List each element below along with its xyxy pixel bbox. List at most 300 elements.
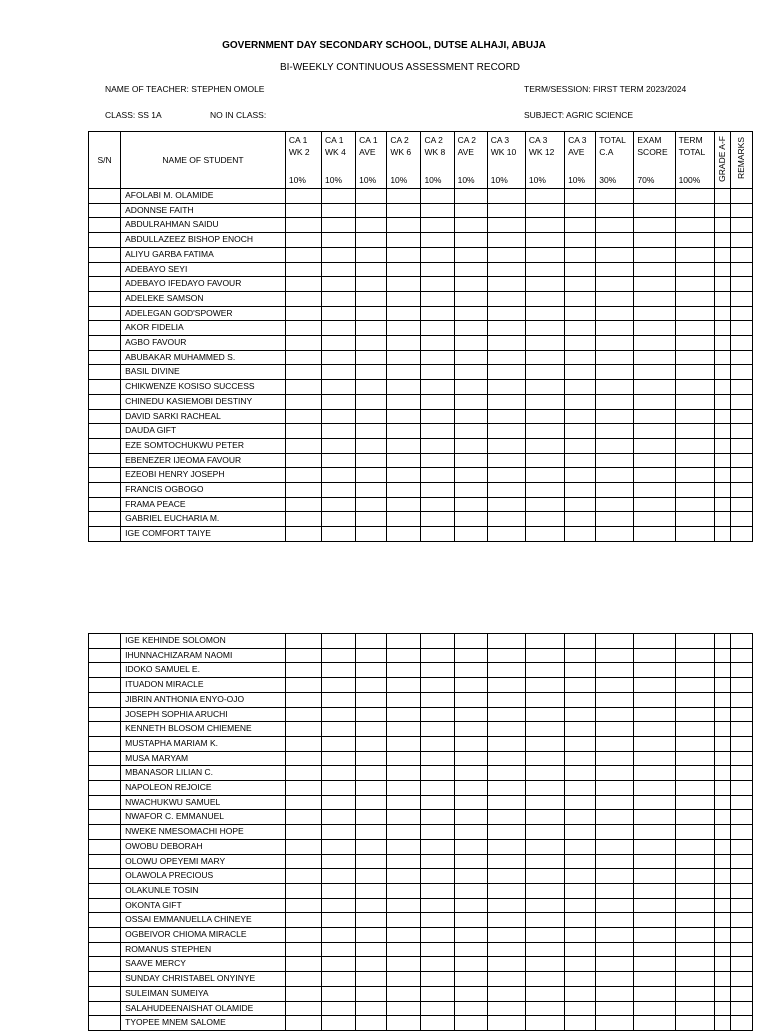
score-cell[interactable] bbox=[454, 869, 487, 884]
score-cell[interactable] bbox=[421, 663, 454, 678]
score-cell[interactable] bbox=[285, 883, 321, 898]
score-cell[interactable] bbox=[714, 663, 730, 678]
score-cell[interactable] bbox=[387, 336, 421, 351]
score-cell[interactable] bbox=[714, 751, 730, 766]
score-cell[interactable] bbox=[525, 497, 564, 512]
score-cell[interactable] bbox=[596, 766, 634, 781]
score-cell[interactable] bbox=[596, 233, 634, 248]
score-cell[interactable] bbox=[387, 350, 421, 365]
score-cell[interactable] bbox=[596, 751, 634, 766]
score-cell[interactable] bbox=[596, 483, 634, 498]
score-cell[interactable] bbox=[730, 189, 752, 204]
score-cell[interactable] bbox=[487, 766, 525, 781]
score-cell[interactable] bbox=[285, 277, 321, 292]
score-cell[interactable] bbox=[322, 957, 356, 972]
score-cell[interactable] bbox=[322, 751, 356, 766]
score-cell[interactable] bbox=[714, 634, 730, 649]
score-cell[interactable] bbox=[714, 189, 730, 204]
score-cell[interactable] bbox=[285, 483, 321, 498]
score-cell[interactable] bbox=[730, 692, 752, 707]
score-cell[interactable] bbox=[387, 409, 421, 424]
score-cell[interactable] bbox=[634, 365, 675, 380]
score-cell[interactable] bbox=[675, 648, 714, 663]
score-cell[interactable] bbox=[565, 766, 596, 781]
score-cell[interactable] bbox=[356, 277, 387, 292]
score-cell[interactable] bbox=[596, 438, 634, 453]
score-cell[interactable] bbox=[454, 277, 487, 292]
score-cell[interactable] bbox=[421, 795, 454, 810]
score-cell[interactable] bbox=[730, 736, 752, 751]
score-cell[interactable] bbox=[730, 678, 752, 693]
score-cell[interactable] bbox=[454, 942, 487, 957]
score-cell[interactable] bbox=[730, 795, 752, 810]
score-cell[interactable] bbox=[356, 692, 387, 707]
score-cell[interactable] bbox=[322, 663, 356, 678]
score-cell[interactable] bbox=[675, 483, 714, 498]
score-cell[interactable] bbox=[714, 262, 730, 277]
score-cell[interactable] bbox=[634, 707, 675, 722]
score-cell[interactable] bbox=[421, 869, 454, 884]
score-cell[interactable] bbox=[387, 1016, 421, 1031]
score-cell[interactable] bbox=[675, 247, 714, 262]
score-cell[interactable] bbox=[525, 380, 564, 395]
score-cell[interactable] bbox=[714, 291, 730, 306]
score-cell[interactable] bbox=[356, 957, 387, 972]
score-cell[interactable] bbox=[454, 722, 487, 737]
score-cell[interactable] bbox=[565, 795, 596, 810]
score-cell[interactable] bbox=[421, 972, 454, 987]
score-cell[interactable] bbox=[285, 336, 321, 351]
score-cell[interactable] bbox=[565, 751, 596, 766]
score-cell[interactable] bbox=[487, 869, 525, 884]
score-cell[interactable] bbox=[454, 453, 487, 468]
score-cell[interactable] bbox=[634, 692, 675, 707]
score-cell[interactable] bbox=[634, 751, 675, 766]
score-cell[interactable] bbox=[714, 810, 730, 825]
score-cell[interactable] bbox=[487, 883, 525, 898]
score-cell[interactable] bbox=[675, 218, 714, 233]
score-cell[interactable] bbox=[596, 424, 634, 439]
score-cell[interactable] bbox=[487, 512, 525, 527]
score-cell[interactable] bbox=[596, 810, 634, 825]
score-cell[interactable] bbox=[675, 233, 714, 248]
score-cell[interactable] bbox=[356, 986, 387, 1001]
score-cell[interactable] bbox=[387, 438, 421, 453]
score-cell[interactable] bbox=[596, 291, 634, 306]
score-cell[interactable] bbox=[634, 218, 675, 233]
score-cell[interactable] bbox=[730, 634, 752, 649]
score-cell[interactable] bbox=[596, 942, 634, 957]
score-cell[interactable] bbox=[730, 350, 752, 365]
score-cell[interactable] bbox=[596, 203, 634, 218]
score-cell[interactable] bbox=[565, 898, 596, 913]
score-cell[interactable] bbox=[322, 277, 356, 292]
score-cell[interactable] bbox=[525, 336, 564, 351]
score-cell[interactable] bbox=[387, 678, 421, 693]
score-cell[interactable] bbox=[387, 972, 421, 987]
score-cell[interactable] bbox=[675, 810, 714, 825]
score-cell[interactable] bbox=[525, 409, 564, 424]
score-cell[interactable] bbox=[634, 634, 675, 649]
score-cell[interactable] bbox=[387, 692, 421, 707]
score-cell[interactable] bbox=[454, 883, 487, 898]
score-cell[interactable] bbox=[730, 336, 752, 351]
score-cell[interactable] bbox=[387, 380, 421, 395]
score-cell[interactable] bbox=[634, 810, 675, 825]
score-cell[interactable] bbox=[525, 277, 564, 292]
score-cell[interactable] bbox=[421, 839, 454, 854]
score-cell[interactable] bbox=[421, 942, 454, 957]
score-cell[interactable] bbox=[356, 424, 387, 439]
score-cell[interactable] bbox=[285, 928, 321, 943]
score-cell[interactable] bbox=[356, 203, 387, 218]
score-cell[interactable] bbox=[421, 825, 454, 840]
score-cell[interactable] bbox=[421, 527, 454, 542]
score-cell[interactable] bbox=[421, 810, 454, 825]
score-cell[interactable] bbox=[322, 409, 356, 424]
score-cell[interactable] bbox=[322, 678, 356, 693]
score-cell[interactable] bbox=[634, 781, 675, 796]
score-cell[interactable] bbox=[387, 218, 421, 233]
score-cell[interactable] bbox=[487, 306, 525, 321]
score-cell[interactable] bbox=[634, 453, 675, 468]
score-cell[interactable] bbox=[565, 839, 596, 854]
score-cell[interactable] bbox=[675, 409, 714, 424]
score-cell[interactable] bbox=[634, 913, 675, 928]
score-cell[interactable] bbox=[454, 898, 487, 913]
score-cell[interactable] bbox=[285, 854, 321, 869]
score-cell[interactable] bbox=[565, 648, 596, 663]
score-cell[interactable] bbox=[675, 883, 714, 898]
score-cell[interactable] bbox=[322, 203, 356, 218]
score-cell[interactable] bbox=[675, 972, 714, 987]
score-cell[interactable] bbox=[322, 468, 356, 483]
score-cell[interactable] bbox=[730, 483, 752, 498]
score-cell[interactable] bbox=[285, 438, 321, 453]
score-cell[interactable] bbox=[730, 825, 752, 840]
score-cell[interactable] bbox=[421, 438, 454, 453]
score-cell[interactable] bbox=[525, 707, 564, 722]
score-cell[interactable] bbox=[525, 483, 564, 498]
score-cell[interactable] bbox=[322, 438, 356, 453]
score-cell[interactable] bbox=[285, 321, 321, 336]
score-cell[interactable] bbox=[322, 1016, 356, 1031]
score-cell[interactable] bbox=[634, 409, 675, 424]
score-cell[interactable] bbox=[285, 810, 321, 825]
score-cell[interactable] bbox=[285, 942, 321, 957]
score-cell[interactable] bbox=[596, 350, 634, 365]
score-cell[interactable] bbox=[454, 707, 487, 722]
score-cell[interactable] bbox=[634, 795, 675, 810]
score-cell[interactable] bbox=[596, 795, 634, 810]
score-cell[interactable] bbox=[565, 527, 596, 542]
score-cell[interactable] bbox=[322, 424, 356, 439]
score-cell[interactable] bbox=[387, 869, 421, 884]
score-cell[interactable] bbox=[565, 203, 596, 218]
score-cell[interactable] bbox=[487, 707, 525, 722]
score-cell[interactable] bbox=[487, 203, 525, 218]
score-cell[interactable] bbox=[487, 218, 525, 233]
score-cell[interactable] bbox=[730, 1001, 752, 1016]
score-cell[interactable] bbox=[565, 512, 596, 527]
score-cell[interactable] bbox=[675, 736, 714, 751]
score-cell[interactable] bbox=[730, 203, 752, 218]
score-cell[interactable] bbox=[730, 380, 752, 395]
score-cell[interactable] bbox=[525, 854, 564, 869]
score-cell[interactable] bbox=[387, 291, 421, 306]
score-cell[interactable] bbox=[322, 306, 356, 321]
score-cell[interactable] bbox=[596, 527, 634, 542]
score-cell[interactable] bbox=[730, 663, 752, 678]
score-cell[interactable] bbox=[730, 972, 752, 987]
score-cell[interactable] bbox=[634, 350, 675, 365]
score-cell[interactable] bbox=[421, 483, 454, 498]
score-cell[interactable] bbox=[487, 825, 525, 840]
score-cell[interactable] bbox=[565, 306, 596, 321]
score-cell[interactable] bbox=[356, 942, 387, 957]
score-cell[interactable] bbox=[421, 854, 454, 869]
score-cell[interactable] bbox=[454, 424, 487, 439]
score-cell[interactable] bbox=[596, 898, 634, 913]
score-cell[interactable] bbox=[322, 453, 356, 468]
score-cell[interactable] bbox=[675, 336, 714, 351]
score-cell[interactable] bbox=[487, 291, 525, 306]
score-cell[interactable] bbox=[387, 781, 421, 796]
score-cell[interactable] bbox=[714, 306, 730, 321]
score-cell[interactable] bbox=[714, 678, 730, 693]
score-cell[interactable] bbox=[675, 663, 714, 678]
score-cell[interactable] bbox=[387, 365, 421, 380]
score-cell[interactable] bbox=[356, 247, 387, 262]
score-cell[interactable] bbox=[285, 663, 321, 678]
score-cell[interactable] bbox=[421, 365, 454, 380]
score-cell[interactable] bbox=[525, 291, 564, 306]
score-cell[interactable] bbox=[714, 468, 730, 483]
score-cell[interactable] bbox=[634, 839, 675, 854]
score-cell[interactable] bbox=[487, 453, 525, 468]
score-cell[interactable] bbox=[525, 678, 564, 693]
score-cell[interactable] bbox=[596, 883, 634, 898]
score-cell[interactable] bbox=[356, 810, 387, 825]
score-cell[interactable] bbox=[487, 233, 525, 248]
score-cell[interactable] bbox=[525, 247, 564, 262]
score-cell[interactable] bbox=[634, 854, 675, 869]
score-cell[interactable] bbox=[525, 218, 564, 233]
score-cell[interactable] bbox=[634, 928, 675, 943]
score-cell[interactable] bbox=[596, 957, 634, 972]
score-cell[interactable] bbox=[565, 928, 596, 943]
score-cell[interactable] bbox=[356, 262, 387, 277]
score-cell[interactable] bbox=[634, 424, 675, 439]
score-cell[interactable] bbox=[525, 795, 564, 810]
score-cell[interactable] bbox=[487, 781, 525, 796]
score-cell[interactable] bbox=[322, 869, 356, 884]
score-cell[interactable] bbox=[565, 1016, 596, 1031]
score-cell[interactable] bbox=[596, 262, 634, 277]
score-cell[interactable] bbox=[596, 409, 634, 424]
score-cell[interactable] bbox=[730, 365, 752, 380]
score-cell[interactable] bbox=[565, 380, 596, 395]
score-cell[interactable] bbox=[714, 722, 730, 737]
score-cell[interactable] bbox=[525, 736, 564, 751]
score-cell[interactable] bbox=[525, 692, 564, 707]
score-cell[interactable] bbox=[675, 986, 714, 1001]
score-cell[interactable] bbox=[596, 497, 634, 512]
score-cell[interactable] bbox=[730, 218, 752, 233]
score-cell[interactable] bbox=[421, 350, 454, 365]
score-cell[interactable] bbox=[285, 648, 321, 663]
score-cell[interactable] bbox=[356, 336, 387, 351]
score-cell[interactable] bbox=[454, 663, 487, 678]
score-cell[interactable] bbox=[322, 898, 356, 913]
score-cell[interactable] bbox=[322, 394, 356, 409]
score-cell[interactable] bbox=[285, 766, 321, 781]
score-cell[interactable] bbox=[285, 380, 321, 395]
score-cell[interactable] bbox=[714, 957, 730, 972]
score-cell[interactable] bbox=[387, 751, 421, 766]
score-cell[interactable] bbox=[387, 648, 421, 663]
score-cell[interactable] bbox=[454, 1016, 487, 1031]
score-cell[interactable] bbox=[285, 986, 321, 1001]
score-cell[interactable] bbox=[565, 1001, 596, 1016]
score-cell[interactable] bbox=[387, 839, 421, 854]
score-cell[interactable] bbox=[285, 972, 321, 987]
score-cell[interactable] bbox=[421, 707, 454, 722]
score-cell[interactable] bbox=[714, 1001, 730, 1016]
score-cell[interactable] bbox=[487, 468, 525, 483]
score-cell[interactable] bbox=[487, 438, 525, 453]
score-cell[interactable] bbox=[714, 336, 730, 351]
score-cell[interactable] bbox=[285, 497, 321, 512]
score-cell[interactable] bbox=[285, 839, 321, 854]
score-cell[interactable] bbox=[596, 380, 634, 395]
score-cell[interactable] bbox=[322, 825, 356, 840]
score-cell[interactable] bbox=[356, 972, 387, 987]
score-cell[interactable] bbox=[730, 497, 752, 512]
score-cell[interactable] bbox=[634, 678, 675, 693]
score-cell[interactable] bbox=[714, 497, 730, 512]
score-cell[interactable] bbox=[454, 306, 487, 321]
score-cell[interactable] bbox=[730, 1016, 752, 1031]
score-cell[interactable] bbox=[454, 810, 487, 825]
score-cell[interactable] bbox=[387, 883, 421, 898]
score-cell[interactable] bbox=[714, 218, 730, 233]
score-cell[interactable] bbox=[421, 306, 454, 321]
score-cell[interactable] bbox=[730, 424, 752, 439]
score-cell[interactable] bbox=[525, 663, 564, 678]
score-cell[interactable] bbox=[387, 722, 421, 737]
score-cell[interactable] bbox=[487, 751, 525, 766]
score-cell[interactable] bbox=[387, 497, 421, 512]
score-cell[interactable] bbox=[525, 233, 564, 248]
score-cell[interactable] bbox=[565, 218, 596, 233]
score-cell[interactable] bbox=[454, 365, 487, 380]
score-cell[interactable] bbox=[421, 321, 454, 336]
score-cell[interactable] bbox=[634, 1016, 675, 1031]
score-cell[interactable] bbox=[596, 634, 634, 649]
score-cell[interactable] bbox=[454, 986, 487, 1001]
score-cell[interactable] bbox=[387, 203, 421, 218]
score-cell[interactable] bbox=[525, 972, 564, 987]
score-cell[interactable] bbox=[356, 781, 387, 796]
score-cell[interactable] bbox=[421, 634, 454, 649]
score-cell[interactable] bbox=[565, 291, 596, 306]
score-cell[interactable] bbox=[487, 409, 525, 424]
score-cell[interactable] bbox=[675, 1001, 714, 1016]
score-cell[interactable] bbox=[675, 497, 714, 512]
score-cell[interactable] bbox=[454, 648, 487, 663]
score-cell[interactable] bbox=[387, 453, 421, 468]
score-cell[interactable] bbox=[454, 394, 487, 409]
score-cell[interactable] bbox=[730, 707, 752, 722]
score-cell[interactable] bbox=[387, 468, 421, 483]
score-cell[interactable] bbox=[596, 736, 634, 751]
score-cell[interactable] bbox=[387, 483, 421, 498]
score-cell[interactable] bbox=[454, 189, 487, 204]
score-cell[interactable] bbox=[454, 247, 487, 262]
score-cell[interactable] bbox=[675, 527, 714, 542]
score-cell[interactable] bbox=[421, 957, 454, 972]
score-cell[interactable] bbox=[596, 825, 634, 840]
score-cell[interactable] bbox=[714, 692, 730, 707]
score-cell[interactable] bbox=[714, 233, 730, 248]
score-cell[interactable] bbox=[387, 825, 421, 840]
score-cell[interactable] bbox=[454, 957, 487, 972]
score-cell[interactable] bbox=[487, 692, 525, 707]
score-cell[interactable] bbox=[525, 1001, 564, 1016]
score-cell[interactable] bbox=[387, 277, 421, 292]
score-cell[interactable] bbox=[714, 527, 730, 542]
score-cell[interactable] bbox=[487, 854, 525, 869]
score-cell[interactable] bbox=[356, 321, 387, 336]
score-cell[interactable] bbox=[356, 527, 387, 542]
score-cell[interactable] bbox=[634, 825, 675, 840]
score-cell[interactable] bbox=[730, 781, 752, 796]
score-cell[interactable] bbox=[387, 527, 421, 542]
score-cell[interactable] bbox=[285, 825, 321, 840]
score-cell[interactable] bbox=[565, 942, 596, 957]
score-cell[interactable] bbox=[487, 736, 525, 751]
score-cell[interactable] bbox=[454, 854, 487, 869]
score-cell[interactable] bbox=[322, 512, 356, 527]
score-cell[interactable] bbox=[596, 394, 634, 409]
score-cell[interactable] bbox=[454, 692, 487, 707]
score-cell[interactable] bbox=[285, 781, 321, 796]
score-cell[interactable] bbox=[525, 306, 564, 321]
score-cell[interactable] bbox=[730, 409, 752, 424]
score-cell[interactable] bbox=[565, 986, 596, 1001]
score-cell[interactable] bbox=[634, 766, 675, 781]
score-cell[interactable] bbox=[487, 336, 525, 351]
score-cell[interactable] bbox=[634, 957, 675, 972]
score-cell[interactable] bbox=[356, 409, 387, 424]
score-cell[interactable] bbox=[634, 262, 675, 277]
score-cell[interactable] bbox=[421, 913, 454, 928]
score-cell[interactable] bbox=[285, 203, 321, 218]
score-cell[interactable] bbox=[285, 722, 321, 737]
score-cell[interactable] bbox=[714, 913, 730, 928]
score-cell[interactable] bbox=[454, 350, 487, 365]
score-cell[interactable] bbox=[454, 736, 487, 751]
score-cell[interactable] bbox=[454, 291, 487, 306]
score-cell[interactable] bbox=[322, 722, 356, 737]
score-cell[interactable] bbox=[285, 1001, 321, 1016]
score-cell[interactable] bbox=[454, 678, 487, 693]
score-cell[interactable] bbox=[565, 468, 596, 483]
score-cell[interactable] bbox=[634, 972, 675, 987]
score-cell[interactable] bbox=[285, 751, 321, 766]
score-cell[interactable] bbox=[596, 928, 634, 943]
